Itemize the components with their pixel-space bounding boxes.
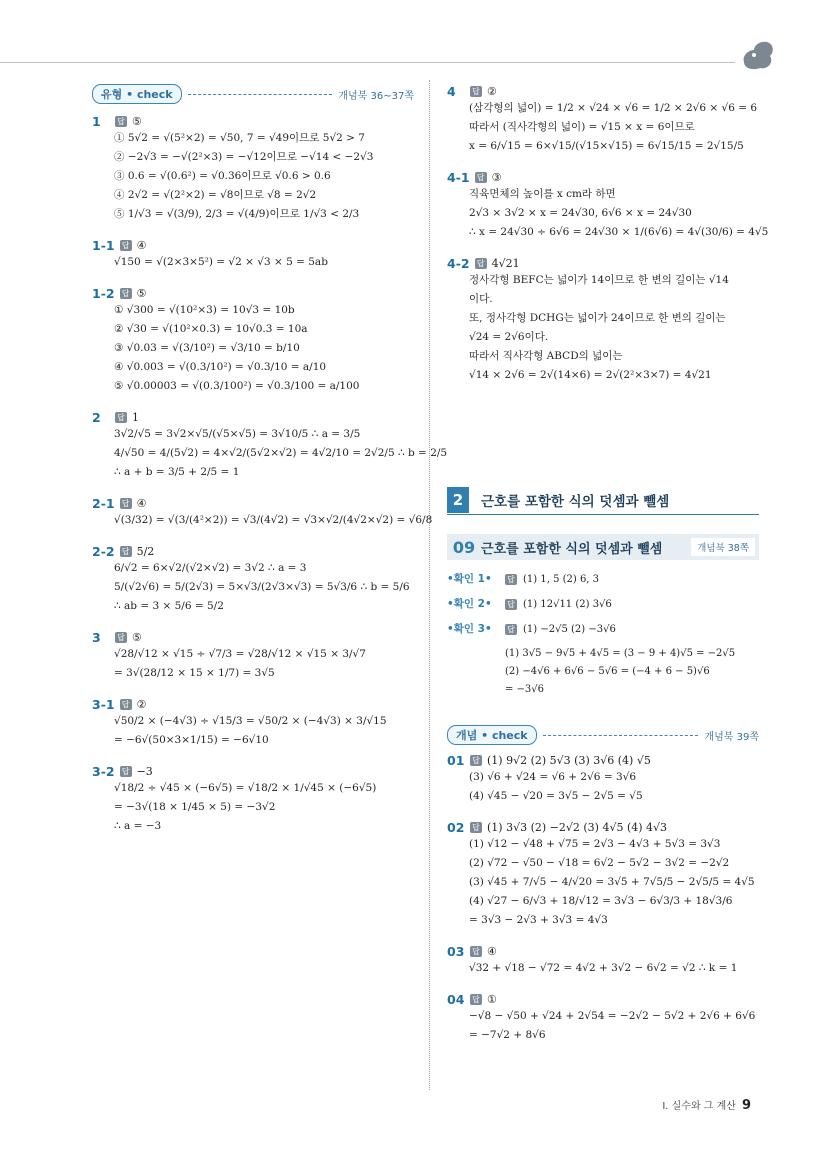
problem-number: 2-1 [92,496,115,511]
solution-line: ③ 0.6 = √(0.6²) = √0.36이므로 √0.6 > 0.6 [114,170,331,182]
problem-number: 3-1 [92,697,115,712]
problem-answer: (1) 3√3 (2) −2√2 (3) 4√5 (4) 4√3 [487,821,668,834]
right-problem-list [447,84,769,385]
solution-line: 직육면체의 높이를 x cm라 하면 [469,188,616,200]
header-dash [543,735,699,736]
problem-item [447,753,759,806]
problem-item [447,820,759,930]
solution-line: √50/2 × (−4√3) ÷ √15/3 = √50/2 × (−4√3) × 3/√15 [114,715,387,727]
header-dash [188,94,333,95]
problem-answer: ⑤ [136,287,147,300]
problem-item [92,238,414,272]
answer-badge-icon: 답 [120,288,132,299]
answer-badge-icon: 답 [120,546,132,557]
problem-head [447,256,759,271]
problem-answer: ⑤ [132,115,142,128]
problem-head [447,992,759,1007]
check-row [447,595,759,614]
check-solution-line: (1) 3√5 − 9√5 + 4√5 = (3 − 9 + 4)√5 = −2√5 [505,648,736,659]
problem-answer: ② [136,698,147,711]
solution-line: ④ √0.003 = √(0.3/10²) = √0.3/10 = a/10 [114,361,327,373]
solution-line: (3) √6 + √24 = √6 + 2√6 = 3√6 [469,771,637,783]
solution-line: 5/(√2√6) = 5/(2√3) = 5×√3/(2√3×√3) = 5√3/6 ∴ b = 5/6 [114,581,410,593]
section-header [447,486,759,515]
answer-badge-icon: 답 [470,755,482,766]
unit-number: 09 [452,537,476,557]
type-check-ref: 개념북 36~37쪽 [338,90,414,102]
problem-answer: ② [487,85,497,98]
answer-badge-icon: 답 [120,766,132,777]
check-answer: (1) 1, 5 (2) 6, 3 [523,574,600,585]
solution-line: ∴ a + b = 3/5 + 2/5 = 1 [114,466,240,478]
right-column [447,84,769,385]
solution-line: ② −2√3 = −√(2²×3) = −√12이므로 −√14 < −2√3 [114,151,374,163]
problem-number: 2 [92,410,101,425]
problem-item [92,114,414,224]
answer-badge-icon: 답 [120,699,132,710]
problem-item [92,410,448,482]
solution-line: = −7√2 + 8√6 [469,1029,546,1041]
problem-item [447,944,759,978]
solution-line: ⑤ √0.00003 = √(0.3/100²) = √0.3/100 = a/100 [114,380,360,392]
problem-head [447,944,759,959]
solution-line: √14 × 2√6 = 2√(14×6) = 2√(2²×3×7) = 4√21 [469,369,712,381]
problem-head [92,544,414,559]
check-label: •확인 3• [447,623,492,635]
concept-check-ref: 개념북 39쪽 [704,731,759,743]
problem-item [447,256,759,385]
check-solution-line: = −3√6 [505,684,545,695]
solution-line: 따라서 (직사각형의 넓이) = √15 × x = 6이므로 [469,121,695,133]
problem-head [92,697,414,712]
problem-answer: ④ [136,239,147,252]
problem-head [447,820,759,835]
check-solution-line: (2) −4√6 + 6√6 − 5√6 = (−4 + 6 − 5)√6 [505,666,710,677]
problem-item [447,992,759,1045]
unit-ref: 개념북 38쪽 [691,538,755,556]
problem-number: 4 [447,84,456,99]
solution-line: ① 5√2 = √(5²×2) = √50, 7 = √49이므로 5√2 > 7 [114,132,365,144]
solution-line: (4) √27 − 6/√3 + 18/√12 = 3√3 − 6√3/3 + 18√3/6 [469,895,733,907]
left-problem-list [92,114,448,836]
solution-line: (4) √45 − √20 = 3√5 − 2√5 = √5 [469,790,643,802]
answer-badge-icon: 답 [470,86,482,97]
answer-badge-icon: 답 [470,994,482,1005]
problem-answer: (1) 9√2 (2) 5√3 (3) 3√6 (4) √5 [487,754,651,767]
problem-number: 3-2 [92,764,115,779]
problem-head [92,114,414,129]
problem-number: 04 [447,992,465,1007]
answer-badge-icon: 답 [115,412,127,423]
solution-line: ② √30 = √(10²×0.3) = 10√0.3 = 10a [114,323,308,335]
problem-answer: −3 [136,765,153,778]
check-row [447,620,759,639]
solution-line: = 3√(28/12 × 15 × 1/7) = 3√5 [114,667,275,679]
solution-line: 따라서 직사각형 ABCD의 넓이는 [469,350,623,362]
type-check-tag: 유형 • check [92,84,182,104]
column-divider [429,80,431,1090]
solution-line: = −3√(18 × 1/45 × 5) = −3√2 [114,801,276,813]
solution-line: −√8 − √50 + √24 + 2√54 = −2√2 − 5√2 + 2√6 + 6√6 [469,1010,756,1022]
problem-item [92,544,414,616]
answer-badge-icon: 답 [475,258,487,269]
unit-header [447,534,759,560]
type-check-header [92,84,414,104]
solution-line: √24 = 2√6이다. [469,331,549,343]
problem-answer: ④ [136,497,147,510]
solution-line: ③ √0.03 = √(3/10²) = √3/10 = b/10 [114,342,300,354]
problem-number: 4-2 [447,256,470,271]
answer-badge-icon: 답 [470,822,482,833]
check-label: •확인 2• [447,598,492,610]
check-answer: (1) −2√5 (2) −3√6 [523,624,616,635]
problem-head [92,764,414,779]
solution-line: 6/√2 = 6×√2/(√2×√2) = 3√2 ∴ a = 3 [114,562,307,574]
solution-line: √(3/32) = √(3/(4²×2)) = √3/(4√2) = √3×√2/(4√2×√2) = √6/8 [114,514,433,526]
concept-check-header [447,725,759,745]
solution-line: √28/√12 × √15 ÷ √7/3 = √28/√12 × √15 × 3/√7 [114,648,366,660]
solution-line: = −6√(50×3×1/15) = −6√10 [114,734,269,746]
problem-answer: ④ [487,945,497,958]
problem-head [92,410,414,425]
problem-number: 1 [92,114,101,129]
squirrel-icon [732,38,777,74]
problem-head [447,753,759,768]
solution-line: 3√2/√5 = 3√2×√5/(√5×√5) = 3√10/5 ∴ a = 3/5 [114,428,361,440]
solution-line: ① √300 = √(10²×3) = 10√3 = 10b [114,304,295,316]
answer-badge-icon: 답 [115,632,127,643]
solution-line: 4/√50 = 4/(5√2) = 4×√2/(5√2×√2) = 4√2/10 = 2√2/5 ∴ b = 2/5 [114,447,448,459]
problem-head [92,496,414,511]
problem-number: 02 [447,820,465,835]
solution-line: 또, 정사각형 DCHG는 넓이가 24이므로 한 변의 길이는 [469,312,726,324]
solution-line: ⑤ 1/√3 = √(3/9), 2/3 = √(4/9)이므로 1/√3 < 2/3 [114,208,360,220]
check-label: •확인 1• [447,573,492,585]
answer-badge-icon: 답 [505,574,517,585]
problem-number: 01 [447,753,465,768]
solution-line: ∴ x = 24√30 ÷ 6√6 = 24√30 × 1/(6√6) = 4√(30/6) = 4√5 [469,226,769,238]
problem-head [447,84,759,99]
problem-head [92,286,414,301]
solution-line: √150 = √(2×3×5²) = √2 × √3 × 5 = 5ab [114,256,328,268]
problem-number: 4-1 [447,170,470,185]
solution-line: = 3√3 − 2√3 + 3√3 = 4√3 [469,914,608,926]
solution-line: 정사각형 BEFC는 넓이가 14이므로 한 변의 길이는 √14 [469,274,729,286]
problem-item [92,496,433,530]
solution-line: √32 + √18 − √72 = 4√2 + 3√2 − 6√2 = √2 ∴ k = 1 [469,962,738,974]
solution-line: (1) √12 − √48 + √75 = 2√3 − 4√3 + 5√3 = 3√3 [469,838,721,850]
answer-badge-icon: 답 [120,240,132,251]
problem-head [447,170,759,185]
answer-badge-icon: 답 [475,172,487,183]
solution-line: (3) √45 + 7/√5 − 4/√20 = 3√5 + 7√5/5 − 2√5/5 = 4√5 [469,876,755,888]
problem-head [92,238,414,253]
check-answer: (1) 12√11 (2) 3√6 [523,599,612,610]
section-title: 근호를 포함한 식의 덧셈과 뺄셈 [481,494,670,510]
left-column [92,84,448,836]
problem-item [92,286,414,396]
problem-number: 2-2 [92,544,115,559]
problem-answer: 1 [132,411,139,424]
problem-number: 3 [92,630,101,645]
problem-head [92,630,414,645]
problem-number: 03 [447,944,465,959]
problem-item [447,84,759,156]
check-row [447,570,759,589]
solution-line: ∴ a = −3 [114,820,162,832]
solution-line: ∴ ab = 3 × 5/6 = 5/2 [114,600,224,612]
concept-problem-list [447,753,759,1045]
solution-line: (2) √72 − √50 − √18 = 6√2 − 5√2 − 3√2 = −2√2 [469,857,730,869]
problem-answer: ⑤ [132,631,142,644]
problem-answer: ① [487,993,497,1006]
problem-answer: 5/2 [136,545,155,558]
problem-item [447,170,769,242]
problem-item [92,764,414,836]
answer-badge-icon: 답 [115,116,127,127]
problem-item [92,697,414,750]
solution-line: x = 6/√15 = 6×√15/(√15×√15) = 6√15/15 = 2√15/5 [469,140,744,152]
answer-badge-icon: 답 [505,624,517,635]
page-number: 9 [741,1098,751,1113]
section-number: 2 [447,487,469,513]
concept-check-block [447,725,759,1045]
solution-line: 이다. [469,293,493,305]
problem-number: 1-1 [92,238,115,253]
solution-line: (삼각형의 넓이) = 1/2 × √24 × √6 = 1/2 × 2√6 × √6 = 6 [469,102,758,114]
answer-badge-icon: 답 [505,599,517,610]
answer-badge-icon: 답 [470,946,482,957]
problem-answer: 4√21 [491,257,520,270]
solution-line: √18/2 ÷ √45 × (−6√5) = √18/2 × 1/√45 × (−6√5) [114,782,377,794]
solution-line: 2√3 × 3√2 × x = 24√30, 6√6 × x = 24√30 [469,207,692,219]
page-footer [662,1097,751,1113]
top-rule [0,62,735,63]
problem-number: 1-2 [92,286,115,301]
check-list [447,570,759,699]
problem-answer: ③ [491,171,502,184]
unit-title: 근호를 포함한 식의 덧셈과 뺄셈 [481,541,663,557]
problem-item [92,630,414,683]
chapter-label: I. 실수와 그 계산 [662,1101,736,1112]
concept-check-tag: 개념 • check [447,725,537,745]
answer-badge-icon: 답 [120,498,132,509]
solution-line: ④ 2√2 = √(2²×2) = √8이므로 √8 = 2√2 [114,189,317,201]
